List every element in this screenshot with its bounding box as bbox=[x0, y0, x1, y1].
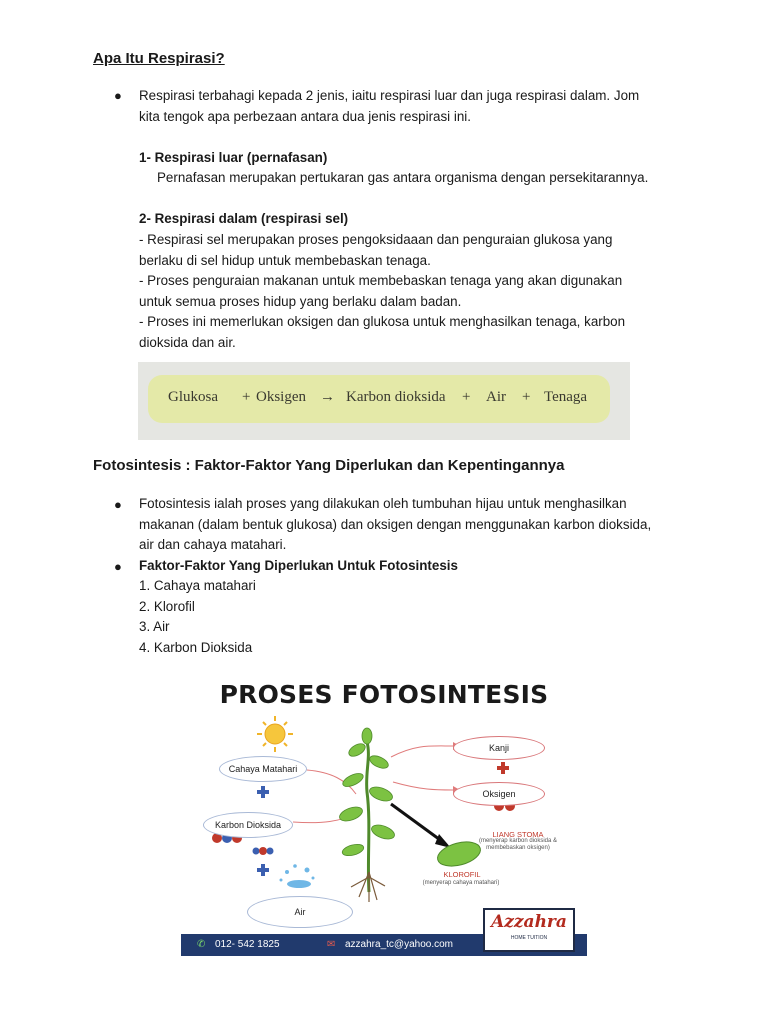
fotosintesis-infographic bbox=[181, 672, 587, 956]
def-line: Fotosintesis ialah proses yang dilakukan oleh tumbuhan hijau untuk menghasilkan bbox=[139, 496, 627, 511]
water-splash-icon bbox=[280, 864, 315, 888]
section-title-fotosintesis: Fotosintesis : Faktor-Faktor Yang Diperlukan dan Kepentingannya bbox=[93, 457, 565, 474]
dalam-line: berlaku di sel hidup untuk membebaskan tenaga. bbox=[139, 252, 431, 268]
stoma-desc-2: membebaskan oksigen) bbox=[486, 845, 550, 851]
respirasi-dalam-heading: 2- Respirasi dalam (respirasi sel) bbox=[139, 211, 349, 226]
equation-band bbox=[148, 375, 610, 423]
eq-plus: + bbox=[242, 389, 251, 405]
infographic-title: PROSES FOTOSINTESIS bbox=[219, 680, 549, 709]
klorofil-desc: (menyerap cahaya matahari) bbox=[422, 880, 500, 886]
factors-list bbox=[139, 576, 256, 658]
factor-item: 4. Karbon Dioksida bbox=[139, 639, 253, 655]
eq-karbon: Karbon dioksida bbox=[346, 389, 446, 405]
intro-line-1: Respirasi terbahagi kepada 2 jenis, iaitu respirasi luar dan juga respirasi dalam. Jom bbox=[139, 88, 640, 103]
dalam-line: - Respirasi sel merupakan proses pengoksidaaan dan penguraian glukosa yang bbox=[139, 232, 613, 247]
def-line: air dan cahaya matahari. bbox=[139, 537, 287, 552]
bullet-icon: ● bbox=[114, 88, 122, 103]
dalam-line: untuk semua proses hidup yang berlaku dalam badan. bbox=[139, 293, 462, 309]
oksigen-bubble: Oksigen bbox=[453, 782, 545, 806]
bullet-icon: ● bbox=[114, 497, 122, 512]
air-bubble: Air bbox=[247, 896, 353, 928]
eq-glukosa: Glukosa bbox=[168, 389, 218, 405]
factors-heading: Faktor-Faktor Yang Diperlukan Untuk Fotosintesis bbox=[139, 558, 458, 573]
respirasi-luar-text: Pernafasan merupakan pertukaran gas antara organisma dengan persekitarannya. bbox=[157, 170, 649, 185]
molecule-icon bbox=[253, 847, 274, 855]
section-title-respirasi: Apa Itu Respirasi? bbox=[93, 50, 225, 67]
respirasi-dalam-text bbox=[139, 230, 679, 353]
eq-arrow-icon: → bbox=[320, 389, 335, 405]
fotosintesis-definition bbox=[139, 494, 679, 556]
eq-oksigen: Oksigen bbox=[256, 389, 306, 405]
logo-text: Azzahra bbox=[491, 912, 567, 932]
respiration-equation-image bbox=[138, 362, 630, 440]
logo-subtext: HOME TUITION bbox=[510, 935, 548, 941]
stoma-title: LIANG STOMA bbox=[492, 830, 544, 839]
dalam-line: dioksida dan air. bbox=[139, 334, 236, 350]
kanji-bubble: Kanji bbox=[453, 736, 545, 760]
phone-number: 012- 542 1825 bbox=[215, 939, 280, 950]
eq-air: Air bbox=[486, 389, 506, 405]
stoma-desc-1: (menyerap karbon dioksida & bbox=[478, 838, 558, 844]
respirasi-intro bbox=[139, 86, 699, 127]
factor-item: 3. Air bbox=[139, 619, 170, 634]
karbon-dioksida-bubble: Karbon Dioksida bbox=[203, 812, 293, 838]
intro-line-2: kita tengok apa perbezaan antara dua jenis respirasi ini. bbox=[139, 108, 472, 124]
eq-tenaga: Tenaga bbox=[544, 389, 588, 405]
factor-item: 2. Klorofil bbox=[139, 598, 195, 614]
dalam-line: - Proses penguraian makanan untuk membebaskan tenaga yang akan digunakan bbox=[139, 273, 623, 288]
whatsapp-icon: ✆ bbox=[197, 939, 206, 950]
mail-icon: ✉ bbox=[327, 939, 336, 950]
cahaya-matahari-bubble: Cahaya Matahari bbox=[219, 756, 307, 782]
email-address: azzahra_tc@yahoo.com bbox=[345, 939, 453, 950]
eq-plus: + bbox=[462, 389, 471, 405]
def-line: makanan (dalam bentuk glukosa) dan oksigen dengan menggunakan karbon dioksida, bbox=[139, 516, 652, 532]
factor-item: 1. Cahaya matahari bbox=[139, 578, 256, 593]
bullet-icon: ● bbox=[114, 559, 122, 574]
respirasi-luar-heading: 1- Respirasi luar (pernafasan) bbox=[139, 150, 328, 165]
eq-plus: + bbox=[522, 389, 531, 405]
sun-icon bbox=[257, 716, 293, 752]
klorofil-title: KLOROFIL bbox=[443, 870, 481, 879]
azzahra-logo bbox=[483, 908, 575, 952]
dalam-line: - Proses ini memerlukan oksigen dan glukosa untuk menghasilkan tenaga, karbon bbox=[139, 314, 626, 329]
plus-icon bbox=[497, 762, 509, 774]
